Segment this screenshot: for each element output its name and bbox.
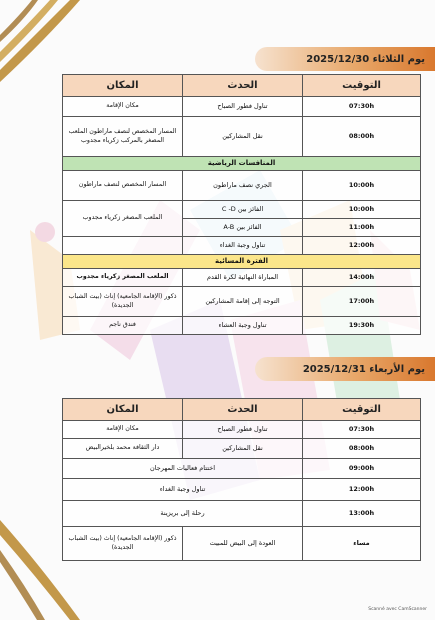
day1-table bbox=[62, 74, 421, 335]
row-place: ذكور (الإقامة الجامعية) إناث (بيت الشباب الجديدة) bbox=[63, 287, 183, 317]
row-place: دار الثقافة محمد بلخيرالبيض bbox=[63, 439, 183, 459]
section-title-sports: المنافسات الرياضية bbox=[63, 157, 421, 171]
row-time: 07:30h bbox=[303, 421, 421, 439]
table-row bbox=[63, 97, 421, 117]
table-row bbox=[63, 237, 421, 255]
row-place: الملعب المصغر زكرياء مجدوب bbox=[63, 269, 183, 287]
section-title-evening: الفترة المسائية bbox=[63, 255, 421, 269]
table-row bbox=[63, 287, 421, 317]
row-event: نقل المشاركين bbox=[183, 117, 303, 157]
table-row bbox=[63, 439, 421, 459]
row-time: مساء bbox=[303, 527, 421, 561]
row-event: العودة إلى البيض للمبيت bbox=[183, 527, 303, 561]
row-event: تناول فطور الصباح bbox=[183, 421, 303, 439]
row-event: الفائز بين C -D bbox=[183, 201, 303, 219]
day1-title: يوم الثلاثاء 2025/12/30 bbox=[306, 53, 425, 65]
row-event: اختتام فعاليات المهرجان bbox=[63, 459, 303, 479]
row-time: 11:00h bbox=[303, 219, 421, 237]
row-event: تناول فطور الصباح bbox=[183, 97, 303, 117]
row-place: مكان الإقامة bbox=[63, 421, 183, 439]
row-time: 09:00h bbox=[303, 459, 421, 479]
row-time: 12:00h bbox=[303, 237, 421, 255]
col-header-time: التوقيت bbox=[303, 399, 421, 421]
row-time: 07:30h bbox=[303, 97, 421, 117]
row-time: 10:00h bbox=[303, 171, 421, 201]
table-row bbox=[63, 501, 421, 527]
row-place: ذكور (الإقامة الجامعية) إناث (بيت الشباب الجديدة) bbox=[63, 527, 183, 561]
scanner-footnote: Scanné avec CamScanner bbox=[368, 607, 427, 612]
table-row bbox=[63, 421, 421, 439]
col-header-place: المكان bbox=[63, 399, 183, 421]
row-time: 10:00h bbox=[303, 201, 421, 219]
day1-header bbox=[255, 47, 435, 71]
gold-ribbon-top-left bbox=[0, 0, 80, 82]
row-time: 17:00h bbox=[303, 287, 421, 317]
row-place bbox=[63, 237, 183, 255]
table-row bbox=[63, 459, 421, 479]
row-time: 13:00h bbox=[303, 501, 421, 527]
table-row bbox=[63, 269, 421, 287]
row-event: المباراة النهائية لكرة القدم bbox=[183, 269, 303, 287]
day2-table bbox=[62, 398, 421, 561]
row-time: 08:00h bbox=[303, 439, 421, 459]
row-place: المسار المخصص لنصف ماراطون bbox=[63, 171, 183, 201]
day2-header-row bbox=[63, 399, 421, 421]
row-event: الفائز بين A-B bbox=[183, 219, 303, 237]
row-place: المسار المخصص لنصف ماراطون الملعب المصغر بالمركب زكرياء مجدوب bbox=[63, 117, 183, 157]
row-event: تناول وجبة الغداء bbox=[183, 237, 303, 255]
row-place: مكان الإقامة bbox=[63, 97, 183, 117]
row-event: رحلة إلى بريزينة bbox=[63, 501, 303, 527]
row-time: 19:30h bbox=[303, 317, 421, 335]
table-row bbox=[63, 479, 421, 501]
row-event: تناول وجبة الغداء bbox=[63, 479, 303, 501]
table-row bbox=[63, 171, 421, 201]
table-row bbox=[63, 527, 421, 561]
table-row bbox=[63, 201, 421, 219]
row-event: التوجه إلى إقامة المشاركين bbox=[183, 287, 303, 317]
section-row-sports bbox=[63, 157, 421, 171]
row-time: 12:00h bbox=[303, 479, 421, 501]
col-header-time: التوقيت bbox=[303, 75, 421, 97]
table-row bbox=[63, 317, 421, 335]
day2-header bbox=[255, 357, 435, 381]
row-place: الملعب المصغر زكرياء مجدوب bbox=[63, 201, 183, 237]
row-event: تناول وجبة العشاء bbox=[183, 317, 303, 335]
row-place: فندق ناجم bbox=[63, 317, 183, 335]
table-row bbox=[63, 117, 421, 157]
col-header-event: الحدث bbox=[183, 75, 303, 97]
section-row-evening bbox=[63, 255, 421, 269]
col-header-place: المكان bbox=[63, 75, 183, 97]
row-event: نقل المشاركين bbox=[183, 439, 303, 459]
day1-header-row bbox=[63, 75, 421, 97]
row-time: 14:00h bbox=[303, 269, 421, 287]
day2-title: يوم الأربعاء 2025/12/31 bbox=[302, 363, 425, 375]
col-header-event: الحدث bbox=[183, 399, 303, 421]
row-time: 08:00h bbox=[303, 117, 421, 157]
row-event: الجري نصف ماراطون bbox=[183, 171, 303, 201]
